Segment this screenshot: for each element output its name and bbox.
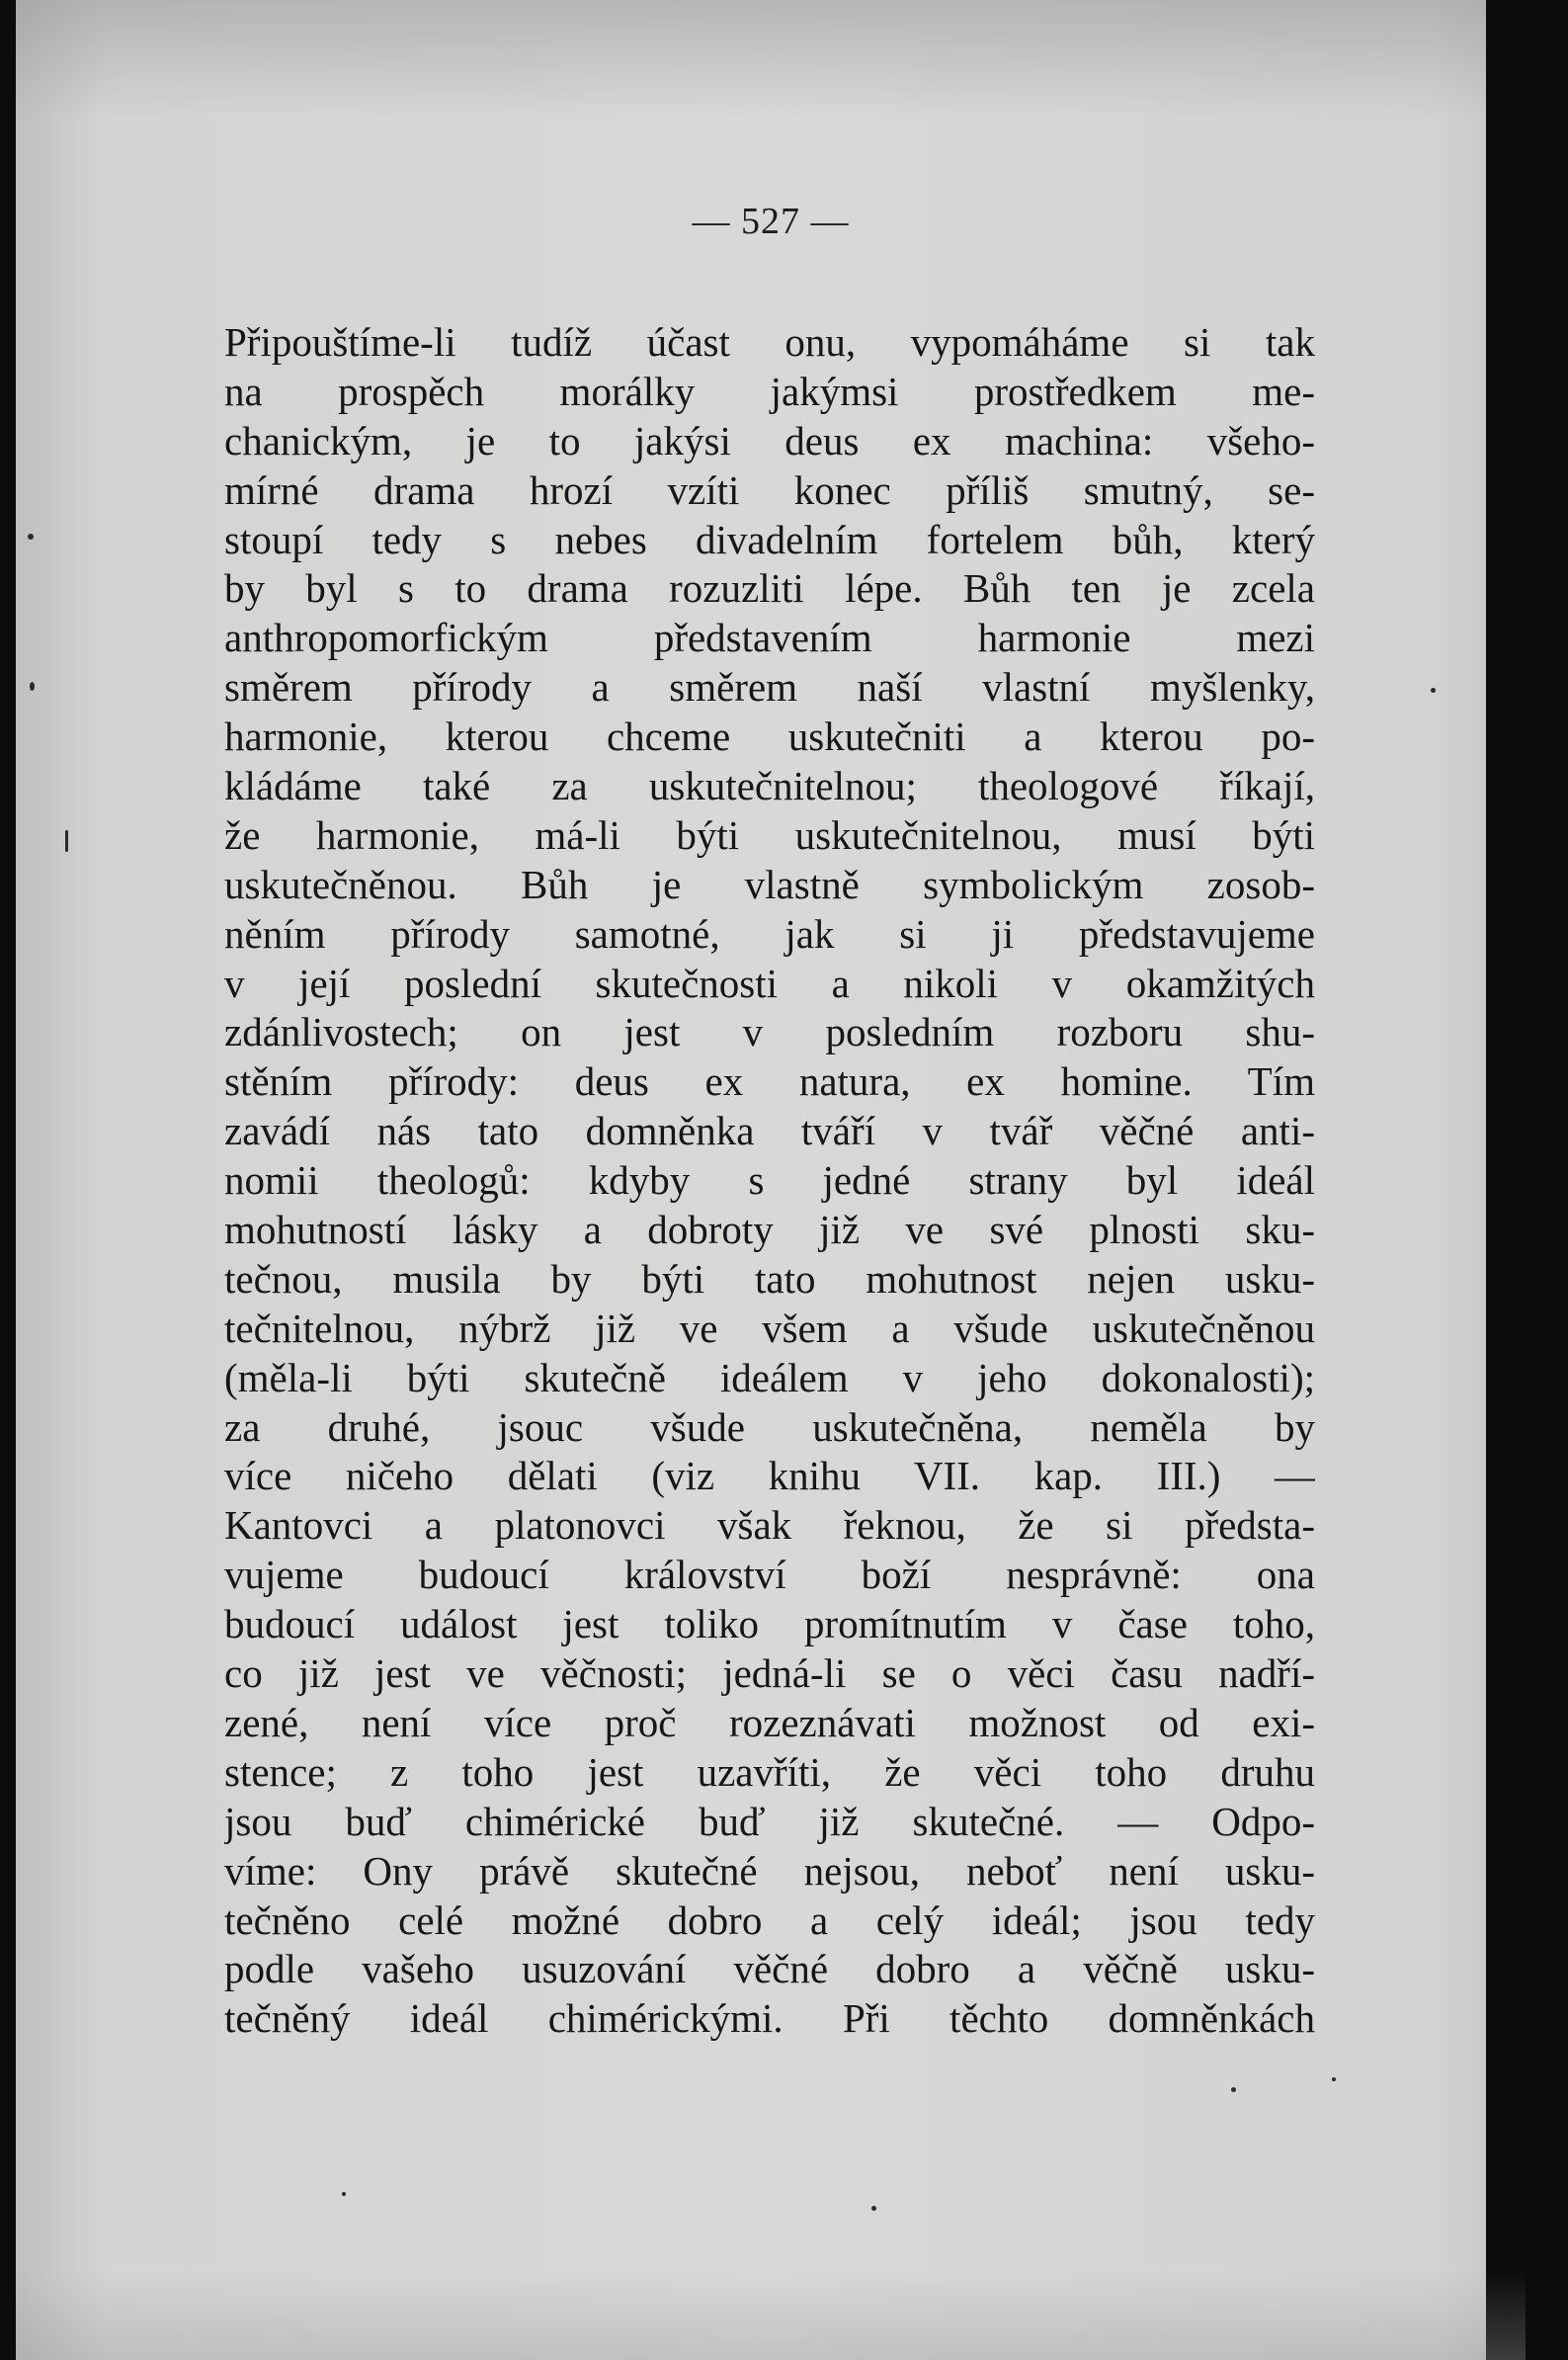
text-line: tečněno celé možné dobro a celý ideál; jsou tedy [224, 1896, 1315, 1943]
text-line: kládáme také za uskutečnitelnou; theologové říkají, [224, 763, 1315, 809]
print-speck [1231, 2087, 1236, 2092]
text-line: v její poslední skutečnosti a nikoli v okamžitých [224, 960, 1315, 1006]
text-line: tečněný ideál chimérickými. Při těchto domněnkách [224, 1995, 1315, 2042]
body-text [224, 318, 1315, 2044]
text-line: víme: Ony právě skutečné nejsou, neboť není usku- [224, 1847, 1315, 1894]
page-number: — 527 — [692, 201, 850, 242]
text-line: budoucí událost jest toliko promítnutím v čase toho, [224, 1601, 1315, 1647]
print-speck [65, 830, 68, 852]
text-line: že harmonie, má-li býti uskutečnitelnou, musí býti [224, 811, 1315, 858]
text-line: více ničeho dělati (viz knihu VII. kap. III.) — [224, 1453, 1315, 1499]
text-line: zdánlivostech; on jest v posledním rozboru shu- [224, 1009, 1315, 1055]
print-speck [1332, 2077, 1336, 2081]
text-line: stěním přírody: deus ex natura, ex homine. Tím [224, 1058, 1315, 1105]
page-edge-shadow [1486, 0, 1526, 2360]
text-line: stoupí tedy s nebes divadelním fortelem bůh, který [224, 516, 1315, 562]
text-line: směrem přírody a směrem naší vlastní myšlenky, [224, 664, 1315, 711]
text-line: anthropomorfickým představením harmonie mezi [224, 615, 1315, 661]
text-line: zavádí nás tato domněnka tváří v tvář věčné anti- [224, 1108, 1315, 1154]
text-line: harmonie, kterou chceme uskutečniti a kterou po- [224, 714, 1315, 760]
text-line: mohutností lásky a dobroty již ve své plnosti sku- [224, 1207, 1315, 1253]
text-line: chanickým, je to jakýsi deus ex machina: všeho- [224, 417, 1315, 464]
text-line: tečnou, musila by býti tato mohutnost nejen usku- [224, 1255, 1315, 1302]
text-line: za druhé, jsouc všude uskutečněna, neměla by [224, 1403, 1315, 1450]
text-line: by byl s to drama rozuzliti lépe. Bůh ten je zcela [224, 565, 1315, 612]
text-line: mírné drama hrozí vzíti konec příliš smutný, se- [224, 466, 1315, 513]
text-line: Kantovci a platonovci však řeknou, že si předsta- [224, 1502, 1315, 1549]
print-speck [1431, 688, 1436, 693]
text-line: tečnitelnou, nýbrž již ve všem a všude uskutečněnou [224, 1305, 1315, 1351]
text-line: něním přírody samotné, jak si ji představujeme [224, 910, 1315, 957]
text-line: jsou buď chimérické buď již skutečné. — Odpo- [224, 1798, 1315, 1844]
print-speck [342, 2192, 346, 2196]
text-line: Připouštíme-li tudíž účast onu, vypomáháme si tak [224, 319, 1315, 365]
print-speck [30, 682, 35, 691]
print-speck [28, 534, 34, 540]
book-page [16, 0, 1526, 2360]
text-line: zené, není více proč rozeznávati možnost od exi- [224, 1699, 1315, 1745]
text-line: co již jest ve věčnosti; jedná-li se o věci času nadří- [224, 1650, 1315, 1697]
text-line: na prospěch morálky jakýmsi prostředkem me- [224, 368, 1315, 414]
text-line: stence; z toho jest uzavříti, že věci toho druhu [224, 1748, 1315, 1795]
print-speck [871, 2206, 876, 2211]
text-line: vujeme budoucí království boží nesprávně: ona [224, 1552, 1315, 1598]
text-line: uskutečněnou. Bůh je vlastně symbolickým zosob- [224, 861, 1315, 907]
text-line: nomii theologů: kdyby s jedné strany byl ideál [224, 1157, 1315, 1204]
text-line: podle vašeho usuzování věčné dobro a věčně usku- [224, 1946, 1315, 1992]
text-line: (měla-li býti skutečně ideálem v jeho dokonalosti); [224, 1354, 1315, 1400]
